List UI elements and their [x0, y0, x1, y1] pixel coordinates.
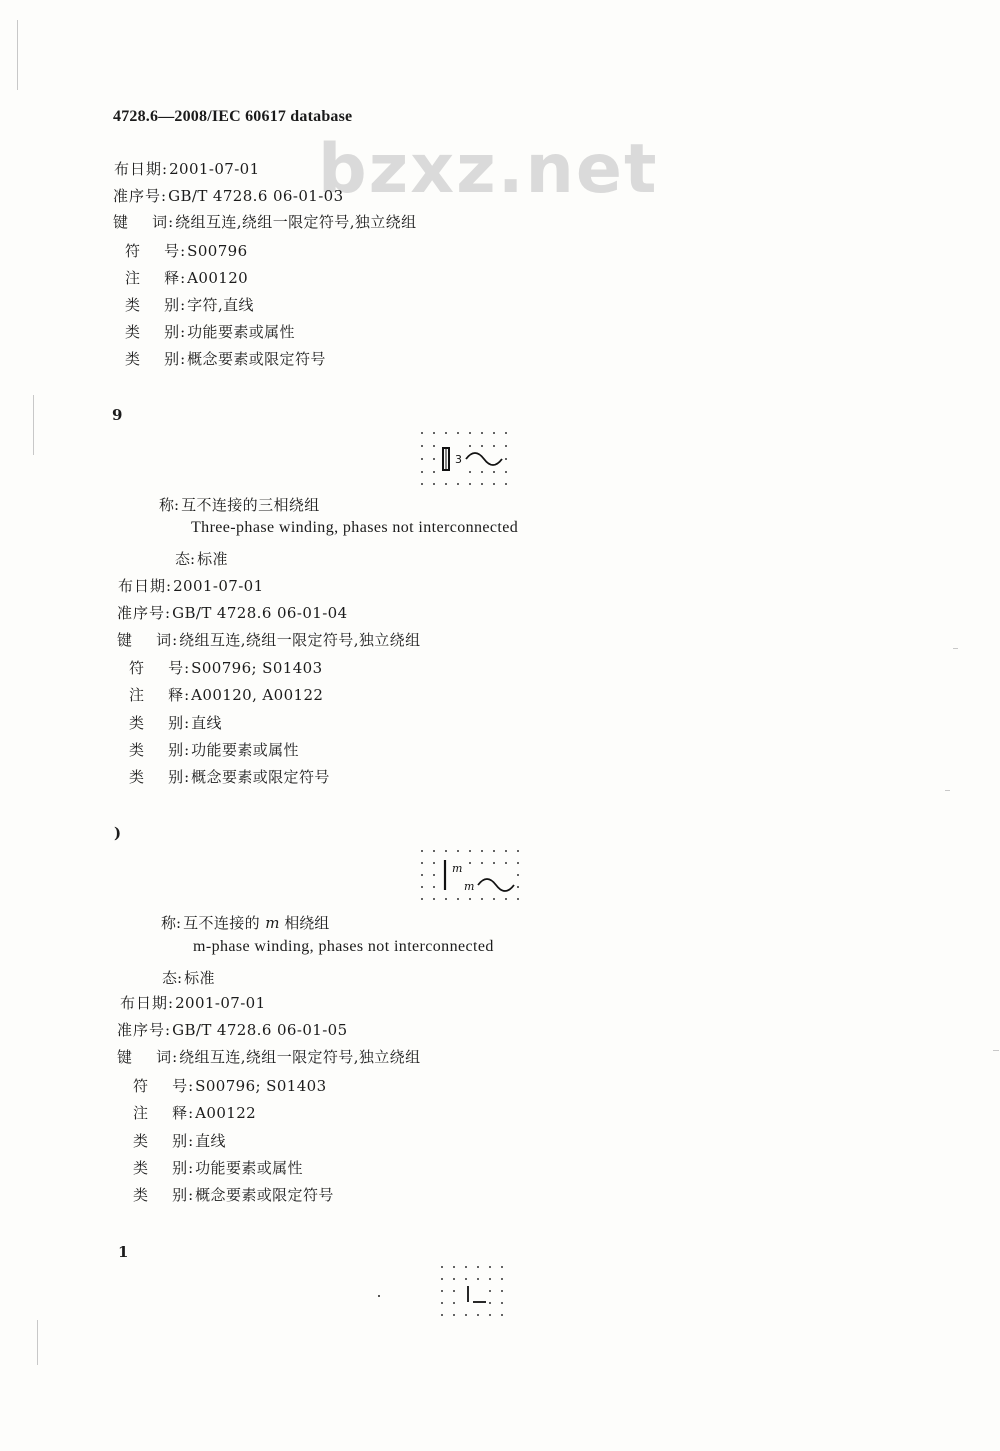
status-label: 态: [162, 969, 178, 987]
field-label: 类 别: [125, 296, 181, 314]
field-label: 类 别: [129, 768, 185, 786]
field-label: 键 词: [117, 1048, 173, 1066]
field-label: 注 释: [133, 1104, 189, 1122]
field-row: 注 释: A00120: [125, 269, 249, 287]
field-label: 注 释: [125, 269, 181, 287]
alternating-current-icon: [478, 879, 514, 891]
field-row: 注 释: A00122: [133, 1104, 257, 1122]
watermark-text: bzxz.net: [318, 130, 659, 209]
scan-edge-mark: [33, 395, 34, 455]
field-value: A00120: [187, 269, 249, 287]
name-cn-post: 相绕组: [279, 914, 330, 932]
field-row: 类 别: 概念要素或限定符号: [129, 768, 330, 786]
alternating-current-icon: [466, 453, 502, 465]
field-label: 符 号: [129, 659, 185, 677]
field-value: 字符,直线: [187, 296, 254, 314]
field-row: 布日期: 2001-07-01: [118, 577, 264, 595]
field-value: S00796: [187, 242, 248, 260]
name-label: 称: [161, 914, 177, 932]
field-row: 注 释: A00120, A00122: [129, 686, 324, 704]
field-value: 直线: [195, 1132, 226, 1150]
field-value: 功能要素或属性: [195, 1159, 303, 1177]
field-row: 符 号: S00796; S01403: [129, 659, 323, 677]
name-english: m-phase winding, phases not interconnected: [193, 938, 494, 955]
field-row: 键 词: 绕组互连,绕组一限定符号,独立绕组: [117, 631, 421, 649]
scan-edge-mark: [945, 790, 950, 791]
field-value: 绕组互连,绕组一限定符号,独立绕组: [179, 1048, 421, 1066]
field-row: 类 别: 概念要素或限定符号: [133, 1186, 334, 1204]
name-english: Three-phase winding, phases not interconnected: [191, 519, 519, 536]
name-cn: 互不连接的三相绕组: [181, 496, 320, 514]
field-row: 类 别: 概念要素或限定符号: [125, 350, 326, 368]
field-row: 准序号: GB/T 4728.6 06-01-03: [113, 187, 344, 205]
symbol-label: 3: [455, 453, 462, 466]
field-label: 布日期: [118, 577, 167, 595]
field-row: 准序号: GB/T 4728.6 06-01-05: [117, 1021, 348, 1039]
field-label: 键 词: [117, 631, 173, 649]
status-value: 标准: [184, 969, 215, 987]
scan-edge-mark: [37, 1320, 38, 1365]
symbol-label-bottom: m: [464, 880, 475, 893]
field-value: 2001-07-01: [175, 994, 266, 1012]
field-row: 准序号: GB/T 4728.6 06-01-04: [117, 604, 348, 622]
field-label: 类 别: [133, 1132, 189, 1150]
field-row: 键 词: 绕组互连,绕组一限定符号,独立绕组: [117, 1048, 421, 1066]
field-label: 注 释: [129, 686, 185, 704]
field-label: 类 别: [129, 714, 185, 732]
field-row: 类 别: 功能要素或属性: [133, 1159, 303, 1177]
symbol-partial-winding: [436, 1262, 514, 1322]
field-label: 类 别: [129, 741, 185, 759]
field-row: 符 号: S00796: [125, 242, 248, 260]
stray-dot: [378, 1295, 380, 1297]
field-label: 类 别: [133, 1159, 189, 1177]
field-value: S00796; S01403: [195, 1077, 327, 1095]
name-row: 称: 互不连接的三相绕组: [159, 496, 320, 514]
scan-edge-mark: [17, 20, 18, 90]
field-label: 准序号: [113, 187, 162, 205]
field-value: 功能要素或属性: [187, 323, 295, 341]
scan-edge-mark: [993, 1050, 999, 1051]
field-value: 功能要素或属性: [191, 741, 299, 759]
symbol-three-phase-winding: [416, 428, 520, 490]
field-row: 布日期: 2001-07-01: [120, 994, 266, 1012]
page-header: 4728.6—2008/IEC 60617 database: [113, 108, 353, 125]
status-row: 态: 标准: [175, 550, 228, 568]
field-row: 符 号: S00796; S01403: [133, 1077, 327, 1095]
field-value: 概念要素或限定符号: [191, 768, 330, 786]
field-value: S00796; S01403: [191, 659, 323, 677]
scan-edge-mark: [953, 648, 958, 649]
field-label: 符 号: [125, 242, 181, 260]
field-value: 2001-07-01: [169, 160, 260, 178]
field-row: 键 词: 绕组互连,绕组一限定符号,独立绕组: [113, 213, 417, 231]
field-label: 准序号: [117, 604, 166, 622]
field-value: 直线: [191, 714, 222, 732]
field-row: 类 别: 功能要素或属性: [129, 741, 299, 759]
status-value: 标准: [197, 550, 228, 568]
field-row: 类 别: 直线: [133, 1132, 226, 1150]
field-label: 类 别: [133, 1186, 189, 1204]
field-value: 概念要素或限定符号: [195, 1186, 334, 1204]
status-label: 态: [175, 550, 191, 568]
entry-number: 9: [112, 406, 123, 424]
name-row: 称: 互不连接的 m 相绕组: [161, 914, 330, 932]
status-row: 态: 标准: [162, 969, 215, 987]
field-value: 2001-07-01: [173, 577, 264, 595]
field-label: 准序号: [117, 1021, 166, 1039]
symbol-grid-dots: [421, 432, 507, 485]
field-value: 绕组互连,绕组一限定符号,独立绕组: [175, 213, 417, 231]
field-value: 概念要素或限定符号: [187, 350, 326, 368]
field-value: GB/T 4728.6 06-01-05: [172, 1021, 348, 1039]
field-row: 类 别: 直线: [129, 714, 222, 732]
field-row: 类 别: 功能要素或属性: [125, 323, 295, 341]
entry-number: 1: [118, 1243, 129, 1261]
field-label: 键 词: [113, 213, 169, 231]
field-row: 布日期: 2001-07-01: [114, 160, 260, 178]
field-label: 类 别: [125, 323, 181, 341]
field-label: 符 号: [133, 1077, 189, 1095]
name-label: 称: [159, 496, 175, 514]
symbol-grid-dots: [441, 1266, 503, 1316]
field-label: 类 别: [125, 350, 181, 368]
symbol-m-phase-winding: [412, 846, 526, 904]
field-value: 绕组互连,绕组一限定符号,独立绕组: [179, 631, 421, 649]
name-cn-variable: m: [265, 914, 280, 932]
field-value: A00120, A00122: [191, 686, 324, 704]
field-label: 布日期: [120, 994, 169, 1012]
name-cn-pre: 互不连接的: [183, 914, 266, 932]
field-value: A00122: [195, 1104, 257, 1122]
field-value: GB/T 4728.6 06-01-04: [172, 604, 348, 622]
entry-number: ): [114, 824, 122, 842]
field-row: 类 别: 字符,直线: [125, 296, 254, 314]
field-value: GB/T 4728.6 06-01-03: [168, 187, 344, 205]
symbol-label-top: m: [452, 862, 463, 875]
field-label: 布日期: [114, 160, 163, 178]
